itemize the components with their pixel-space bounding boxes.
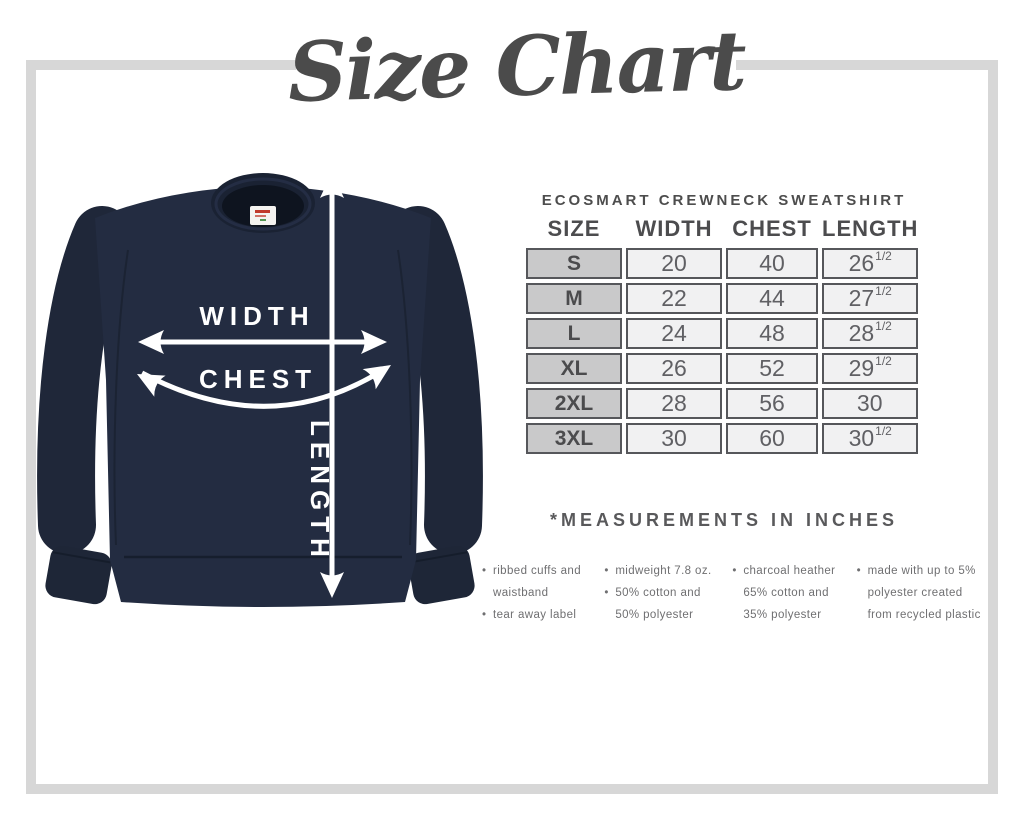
product-details [482,560,984,626]
width-label: WIDTH [199,301,315,331]
column-header-size: SIZE [547,216,601,241]
detail-item: • 50% cotton and 50% polyester [604,582,720,626]
width-value: 20 [626,248,722,279]
detail-item: • tear away label [482,604,592,626]
length-fraction: 1/2 [875,284,892,299]
width-value: 26 [626,353,722,384]
length-whole: 30 [848,425,875,451]
size-value: XL [526,353,622,384]
length-label: LENGTH [305,420,335,563]
title-container [286,0,746,134]
length-whole: 30 [856,390,883,416]
width-value: 28 [626,388,722,419]
size-value: S [526,248,622,279]
column-header-chest: CHEST [732,216,812,241]
size-value: 3XL [526,423,622,454]
detail-item: • charcoal heather 65% cotton and 35% polyester [732,560,844,626]
details-column-2 [604,560,720,626]
neck-tag [250,206,276,225]
column-header-length: LENGTH [822,216,919,241]
length-fraction: 1/2 [875,249,892,264]
length-value [822,283,918,314]
chest-value: 40 [726,248,818,279]
chest-value: 56 [726,388,818,419]
size-value: 2XL [526,388,622,419]
length-value [822,248,918,279]
size-value: M [526,283,622,314]
table-row [526,318,918,349]
details-column-1 [482,560,592,626]
width-value: 30 [626,423,722,454]
details-column-3 [732,560,844,626]
length-whole: 27 [848,285,875,311]
table-row [526,353,918,384]
table-row [526,248,918,279]
sweatshirt-diagram [20,150,500,630]
table-header-row [526,216,918,244]
width-value: 22 [626,283,722,314]
right-cuff [406,544,476,606]
column-header-width: WIDTH [635,216,713,241]
table-row [526,283,918,314]
length-value [822,388,918,419]
width-value: 24 [626,318,722,349]
sweatshirt-body [95,186,431,607]
chest-label: CHEST [198,364,318,394]
length-value [822,353,918,384]
table-row [526,423,918,454]
length-value [822,423,918,454]
length-fraction: 1/2 [875,354,892,369]
length-fraction: 1/2 [875,424,892,439]
size-table [522,212,922,458]
length-value [822,318,918,349]
detail-item: • midweight 7.8 oz. [604,560,720,582]
detail-item: • made with up to 5% polyester created from recycled plastic [857,560,984,626]
chest-value: 48 [726,318,818,349]
chest-value: 52 [726,353,818,384]
left-sleeve [66,235,102,525]
chest-value: 60 [726,423,818,454]
product-name: ECOSMART CREWNECK SWEATSHIRT [541,192,907,209]
page-title: Size Chart [286,13,746,121]
left-cuff [43,544,113,606]
chest-value: 44 [726,283,818,314]
size-value: L [526,318,622,349]
measurements-note: *MEASUREMENTS IN INCHES [549,510,899,530]
length-whole: 28 [848,320,875,346]
detail-item: • ribbed cuffs and waistband [482,560,592,604]
length-whole: 26 [848,250,875,276]
table-row [526,388,918,419]
length-whole: 29 [848,355,875,381]
length-fraction: 1/2 [875,319,892,334]
details-column-4 [857,560,984,626]
